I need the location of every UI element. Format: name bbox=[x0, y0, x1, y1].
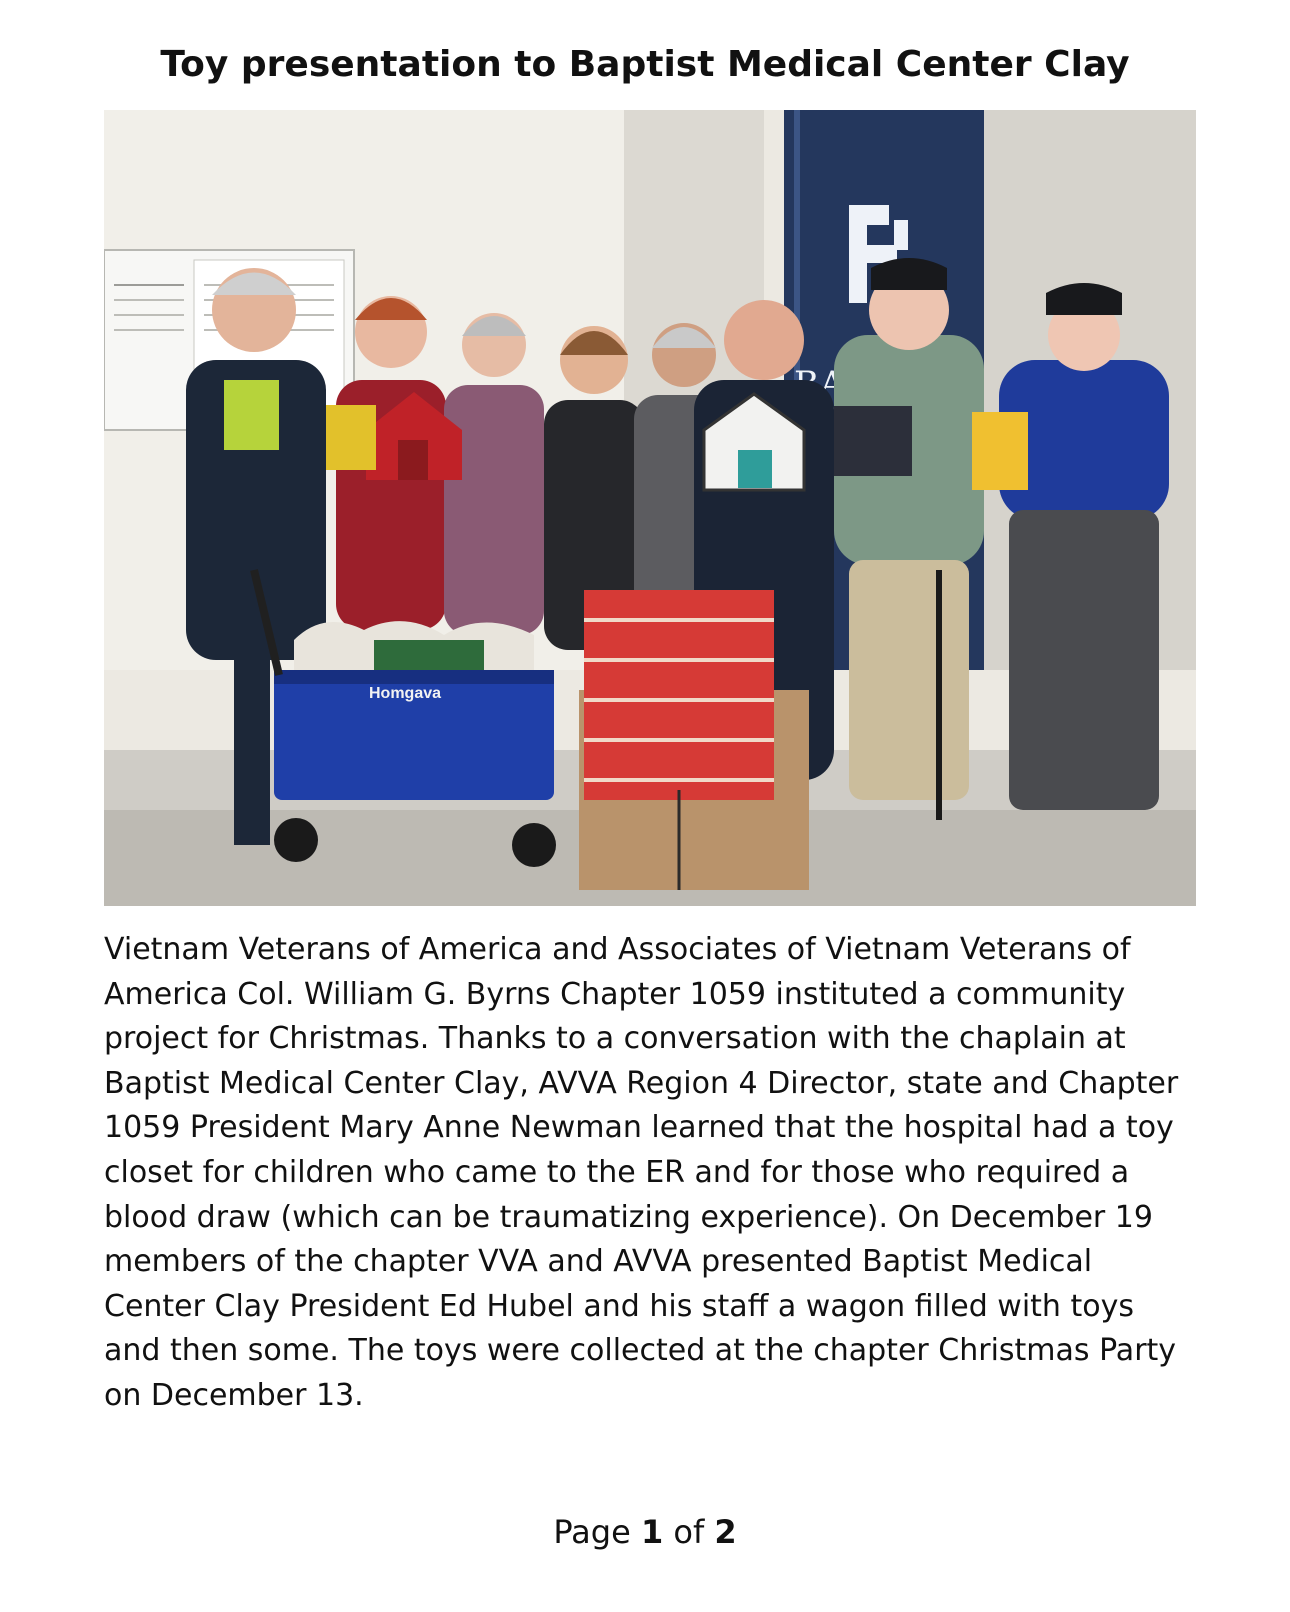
toy-package-green bbox=[224, 380, 279, 450]
person-7 bbox=[834, 258, 984, 820]
toy-box-dark bbox=[834, 406, 912, 476]
page-indicator bbox=[0, 1508, 1290, 1556]
wagon-brand-label: Homgava bbox=[369, 685, 442, 702]
page-title: Toy presentation to Baptist Medical Center Clay bbox=[160, 44, 1130, 85]
page-current: 1 bbox=[640, 1513, 664, 1551]
article-paragraph: Vietnam Veterans of America and Associates of Vietnam Veterans of America Col. William G. Byrns Chapter 1059 instituted a community project for Christmas. Thanks to a conversation with the chaplain at Baptist Medical Center Clay, AVVA Region 4 Director, state and Chapter 1059 President Mary Anne Newman learned that the hospital had a toy closet for children who came to the ER and for those who required a blood draw (which can be traumatizing experience). On December 19 members of the chapter VVA and AVVA presented Baptist Medical Center Clay President Ed Hubel and his staff a wagon filled with toys and then some. The toys were collected at the chapter Christmas Party on December 13. bbox=[104, 932, 1179, 1413]
toy-package-water bbox=[972, 412, 1028, 490]
group-photo bbox=[104, 110, 1196, 906]
page-total: 2 bbox=[714, 1513, 737, 1551]
page-label: Page bbox=[553, 1513, 631, 1551]
page-of-label: of bbox=[673, 1513, 705, 1551]
person-8 bbox=[999, 283, 1169, 810]
toy-package-yellow bbox=[326, 405, 376, 470]
